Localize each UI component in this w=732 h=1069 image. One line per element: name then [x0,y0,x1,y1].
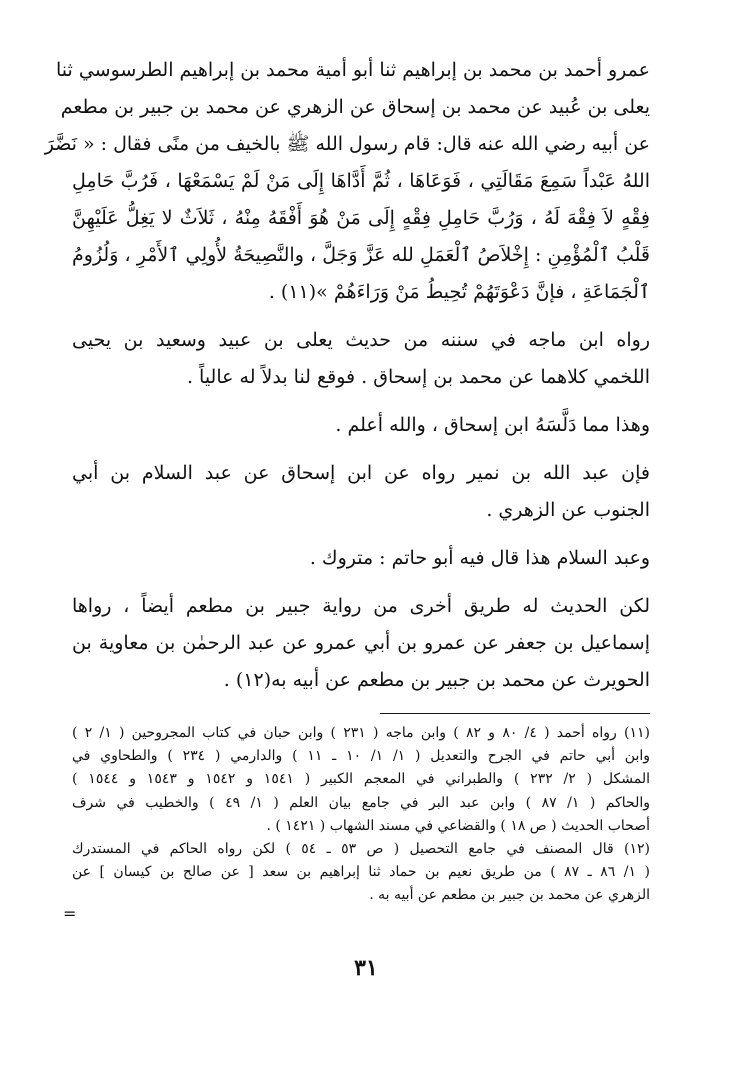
footnote-line: المشكل ( ٢/ ٢٣٢ ) والطبراني في المعجم الكبير ( ١٥٤١ و ١٥٤٢ و ١٥٤٣ و ١٥٤٤ ) [72,771,650,788]
footnote-line: والحاكم ( ١/ ٨٧ ) وابن عبد البر في جامع بيان العلم ( ١/ ٤٩ ) والخطيب في شرف [72,794,650,811]
text-line: وعبد السلام هذا قال فيه أبو حاتم : متروك . [309,547,650,569]
footnote-line: أصحاب الحديث ( ص ١٨ ) والقضاعي في مسند الشهاب ( ١٤٢١ ) . [266,817,650,834]
text-line: عن أبيه رضي الله عنه قال: قام رسول الله ﷺ بالخيف من منًى فقال : « نَضَّرَ [44,133,650,155]
paragraph-2 [72,322,650,396]
text-line: عمرو أحمد بن محمد بن إبراهيم ثنا أبو أمية محمد بن إبراهيم الطرسوسي ثنا [56,59,650,81]
footnote-line: (١١) رواه أحمد ( ٤/ ٨٠ و ٨٢ ) وابن ماجه ( ٢٣١ ) وابن حبان في كتاب المجروحين ( ١/ ٢ ) [72,725,650,741]
footnote-line: ( ١/ ٨٦ ـ ٨٧ ) من طريق نعيم بن حماد ثنا إبراهيم بن سعد [ عن صالح بن كيسان ] عن [72,864,650,881]
paragraph-5 [72,540,650,577]
text-line: فِقْهٍ لاَ فِقْهَ لَهُ ، وَرُبَّ حَامِلِ فِقْهٍ إِلَى مَنْ هُوَ أَفْقَهُ مِنْهُ ، ثَلاَثٌ لا يَغِلُّ عَلَيْهِنَّ [72,207,650,229]
footnote-line: الزهري عن محمد بن جبير بن مطعم عن أبيه به . [369,887,650,904]
text-line: فإن عبد الله بن نمير رواه عن ابن إسحاق عن عبد السلام بن أبي [72,462,650,484]
continuation-mark: = [63,904,77,923]
paragraph-3 [72,407,650,444]
footnote-12 [72,838,650,908]
page-body [44,52,651,908]
text-line: الجنوب عن الزهري . [486,499,650,521]
footnote-separator [380,713,650,714]
text-line: يعلى بن عُبيد عن محمد بن إسحاق عن الزهري عن محمد بن جبير بن مطعم [60,96,650,118]
text-line: اللهُ عَبْداً سَمِعَ مَقَالَتِي ، فَوَعَاهَا ، ثُمَّ أَدَّاهَا إِلَى مَنْ لَمْ يَسْمَعْهَا ، فَرُبَّ حَامِلِ [72,170,650,192]
footnote-line: وابن أبي حاتم في الجرح والتعديل ( ١/ ١/ ١٠ ـ ١١ ) والدارمي ( ٢٣٤ ) والطحاوي في [72,748,651,765]
paragraph-4 [72,455,650,529]
text-line: الحويرث عن محمد بن جبير بن مطعم عن أبيه به(١٢) . [223,669,650,691]
text-line: قَلْبُ ٱلْمُؤْمِنِ : إِخْلاَصُ ٱلْعَمَلِ لله عَزَّ وَجَلَّ ، والنَّصِيحَةُ لأُولِي ٱلأَمْرِ ، وَلُزُومُ [72,244,650,266]
text-line: ٱلْجَمَاعَةِ ، فإنَّ دَعْوَتَهُمْ تُحِيطُ مَنْ وَرَاءَهُمْ »(١١) . [268,281,650,303]
text-line: رواه ابن ماجه في سننه من حديث يعلى بن عبيد وسعيد بن يحيى [72,329,650,351]
text-line: لكن الحديث له طريق أخرى من رواية جبير بن مطعم أيضاً ، رواها [72,595,650,617]
paragraph-6 [72,588,650,699]
text-line: اللخمي كلاهما عن محمد بن إسحاق . فوقع لنا بدلاً له عالياً . [186,366,650,388]
page-number: ٣١ [354,955,378,981]
paragraph-1 [44,52,650,311]
footnote-line: (١٢) قال المصنف في جامع التحصيل ( ص ٥٣ ـ ٥٤ ) لكن رواه الحاكم في المستدرك [72,841,650,858]
text-line: وهذا مما دَلَّسَهُ ابن إسحاق ، والله أعلم . [335,414,650,436]
footnote-11 [72,722,650,838]
text-line: إسماعيل بن جعفر عن عمرو بن أبي عمرو عن عبد الرحمٰن بن معاوية بن [72,632,650,654]
